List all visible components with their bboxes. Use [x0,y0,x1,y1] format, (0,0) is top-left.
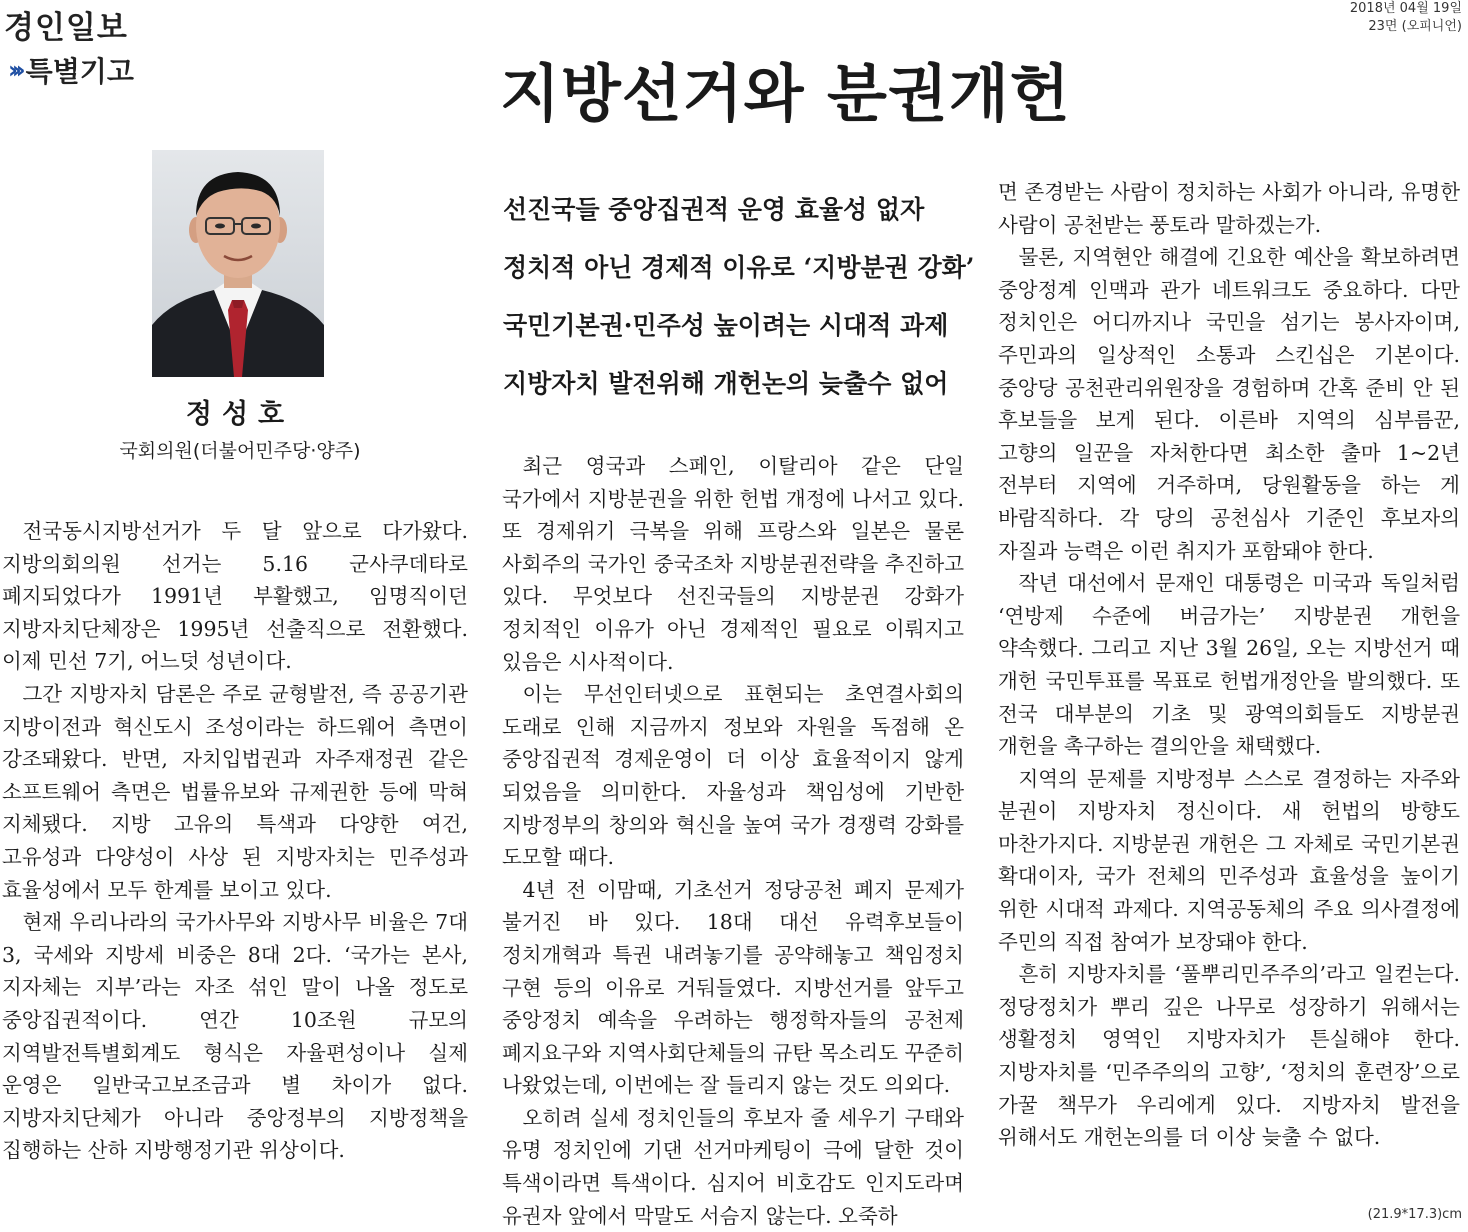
paragraph: 흔히 지방자치를 ‘풀뿌리민주주의’라고 일컫는다. 정당정치가 뿌리 깊은 나무로 성장하기 위해서는 생활정치 영역인 지방자치가 튼실해야 한다. 지방자치를 ‘민주주의의 고향’, ‘정치의 훈련장’으로 가꿀 책무가 우리에게 있다. 지방자치 발전을 위해서도 개헌논의를 더 이상 늦출 수 없다. [998,962,1460,1150]
publication-info [1350,0,1462,36]
paragraph: 전국동시지방선거가 두 달 앞으로 다가왔다. 지방의회의원 선거는 5.16 군사쿠데타로 폐지되었다가 1991년 부활했고, 임명직이던 지방자치단체장은 1995년 선출직으로 전환했다. 이제 민선 7기, 어느덧 성년이다. [2,519,468,674]
subheadline: 선진국들 중앙집권적 운영 효율성 없자 [503,195,925,224]
subheadline: 지방자치 발전위해 개헌논의 늦출수 없어 [503,369,949,398]
newspaper-name: 경인일보 [4,10,128,46]
portrait-photo [152,150,324,377]
page-number: 23면 (오피니언) [1368,19,1462,34]
paragraph: 물론, 지역현안 해결에 긴요한 예산을 확보하려면 중앙정계 인맥과 관가 네트워크도 중요하다. 다만 정치인은 어디까지나 국민을 섬기는 봉사자이며, 주민과의 일상적인 소통과 스킨십은 기본이다. 중앙당 공천관리위원장을 경험하며 간혹 준비 안 된 후보들을 보게 된다. 이른바 지역의 심부름꾼, 고향의 일꾼을 자처한다면 최소한 출마 1~2년 전부터 지역에 거주하며, 당원활동을 하는 게 바람직하다. 각 당의 공천심사 기준인 후보자의 자질과 능력은 이런 취지가 포함돼야 한다. [998,245,1460,563]
paragraph-continuation: 면 존경받는 사람이 정치하는 사회가 아니라, 유명한 사람이 공천받는 풍토라 말하겠는가. [998,180,1460,237]
article-headline: 지방선거와 분권개헌 [500,57,1071,130]
author-name: 정성호 [185,399,295,430]
paragraph: 작년 대선에서 문재인 대통령은 미국과 독일처럼 ‘연방제 수준에 버금가는’ 지방분권 개헌을 약속했다. 그리고 지난 3월 26일, 오는 지방선거 때 개헌 국민투표를 목표로 헌법개정안을 발의했다. 또 전국 대부분의 기초 및 광역의회들도 지방분권 개헌을 촉구하는 결의안을 채택했다. [998,571,1460,759]
paragraph: 최근 영국과 스페인, 이탈리아 같은 단일 국가에서 지방분권을 위한 헌법 개정에 나서고 있다. 또 경제위기 극복을 위해 프랑스와 일본은 물론 사회주의 국가인 중국조차 지방분권전략을 추진하고 있다. 무엇보다 선진국들의 지방분권 강화가 정치적인 이유가 아닌 경제적인 필요로 이뤄지고 있음은 시사적이다. [502,454,964,674]
paragraph: 4년 전 이맘때, 기초선거 정당공천 폐지 문제가 불거진 바 있다. 18대 대선 유력후보들이 정치개혁과 특권 내려놓기를 공약해놓고 책임정치 구현 등의 이유로 거둬들였다. 지방선거를 앞두고 중앙정치 예속을 우려하는 행정학자들의 공천제 폐지요구와 지역사회단체들의 규탄 목소리도 꾸준히 나왔었는데, 이번에는 잘 들리지 않는 것도 의외다. [502,877,964,1098]
paragraph: 현재 우리나라의 국가사무와 지방사무 비율은 7대 3, 국세와 지방세 비중은 8대 2다. ‘국가는 본사, 지자체는 지부’라는 자조 섞인 말이 나올 정도로 중앙집권적이다. 연간 10조원 규모의 지역발전특별회계도 형식은 자율편성이나 실제 운영은 일반국고보조금과 별 차이가 없다. 지방자치단체가 아니라 중앙정부의 지방정책을 집행하는 산하 지방행정기관 위상이다. [2,910,468,1163]
author-photo [152,150,324,377]
clipping-size: (21.9*17.3)cm [1367,1207,1462,1222]
subheadline: 국민기본권·민주성 높이려는 시대적 과제 [503,311,949,340]
author-title: 국회의원(더불어민주당·양주) [119,440,361,462]
paragraph: 그간 지방자치 담론은 주로 균형발전, 즉 공공기관 지방이전과 혁신도시 조성이라는 하드웨어 측면이 강조돼왔다. 반면, 자치입법권과 자주재정권 같은 소프트웨어 측면은 법률유보와 규제권한 등에 막혀 지체됐다. 지방 고유의 특색과 다양한 여건, 고유성과 다양성이 사상 된 지방자치는 민주성과 효율성에서 모두 한계를 보이고 있다. [2,681,468,902]
triple-chevron-icon: ››› [8,56,20,84]
article-column-2 [502,450,964,1232]
article-column-3 [998,176,1460,1154]
section-label-text: 특별기고 [25,55,134,88]
subheadline: 정치적 아닌 경제적 이유로 ‘지방분권 강화’ [503,253,975,282]
paragraph: 오히려 실세 정치인들의 후보자 줄 세우기 구태와 유명 정치인에 기댄 선거마케팅이 극에 달한 것이 특색이라면 특색이다. 심지어 비호감도 인지도라며 유권자 앞에서 막말도 서슴지 않는다. 오죽하 [502,1105,964,1228]
subheadlines [503,188,973,420]
publication-date: 2018년 04월 19일 [1349,1,1462,16]
section-label [8,50,134,90]
paragraph: 지역의 문제를 지방정부 스스로 결정하는 자주와 분권이 지방자치 정신이다. 새 헌법의 방향도 마찬가지다. 지방분권 개헌은 그 자체로 국민기본권 확대이자, 국가 전체의 민주성과 효율성을 높이기 위한 시대적 과제다. 지역공동체의 주요 의사결정에 주민의 직접 참여가 보장돼야 한다. [998,766,1460,954]
paragraph: 이는 무선인터넷으로 표현되는 초연결사회의 도래로 인해 지금까지 정보와 자원을 독점해 온 중앙집권적 경제운영이 더 이상 효율적이지 않게 되었음을 의미한다. 자율성과 책임성에 기반한 지방정부의 창의와 혁신을 높여 국가 경쟁력 강화를 도모할 때다. [502,682,964,870]
article-column-1 [2,515,468,1167]
